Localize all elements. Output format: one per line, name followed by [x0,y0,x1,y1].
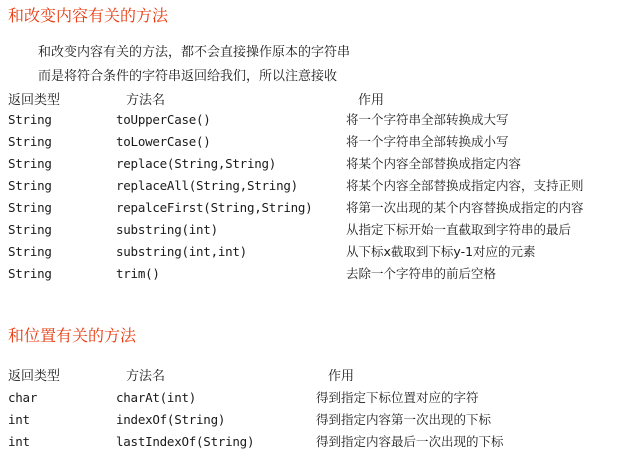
section-title-position-methods: 和位置有关的方法 [8,326,137,345]
header-purpose-2: 作用 [328,369,355,384]
description-cell: 将一个字符串全部转换成大写 [346,112,509,127]
description-cell: 将某个内容全部替换成指定内容 [346,156,522,171]
return-type-cell: String [8,178,52,193]
description-cell: 去除一个字符串的前后空格 [346,266,497,281]
method-name-cell: toLowerCase() [116,134,211,149]
method-name-cell: charAt(int) [116,390,197,405]
return-type-cell: String [8,134,52,149]
description-cell: 得到指定下标位置对应的字符 [316,390,479,405]
method-name-cell: toUpperCase() [116,112,211,127]
table-row [0,219,619,241]
return-type-cell: int [8,412,30,427]
method-name-cell: substring(int) [116,222,218,237]
return-type-cell: char [8,390,38,405]
table-row [0,263,619,285]
header-purpose: 作用 [358,93,385,108]
return-type-cell: String [8,156,52,171]
table-row [0,387,619,409]
method-name-cell: trim() [116,266,160,281]
table-row [0,197,619,219]
header-method-name: 方法名 [126,93,166,108]
table-row [0,153,619,175]
return-type-cell: String [8,112,52,127]
method-name-cell: replace(String,String) [116,156,277,171]
return-type-cell: String [8,222,52,237]
return-type-cell: int [8,434,30,449]
description-cell: 从下标x截取到下标y-1对应的元素 [346,244,536,259]
table-row [0,175,619,197]
return-type-cell: String [8,244,52,259]
method-name-cell: repalceFirst(String,String) [116,200,313,215]
description-cell: 将第一次出现的某个内容替换成指定的内容 [346,200,584,215]
section-title-modify-methods: 和改变内容有关的方法 [8,6,169,25]
method-name-cell: substring(int,int) [116,244,247,259]
method-name-cell: indexOf(String) [116,412,226,427]
method-name-cell: replaceAll(String,String) [116,178,298,193]
return-type-cell: String [8,200,52,215]
table-row [0,409,619,431]
description-cell: 将一个字符串全部转换成小写 [346,134,509,149]
return-type-cell: String [8,266,52,281]
description-cell: 将某个内容全部替换成指定内容，支持正则 [346,178,584,193]
table-row [0,109,619,131]
method-name-cell: lastIndexOf(String) [116,434,255,449]
description-cell: 得到指定内容第一次出现的下标 [316,412,492,427]
table-row [0,241,619,263]
header-return-type: 返回类型 [8,93,61,108]
description-cell: 得到指定内容最后一次出现的下标 [316,434,504,449]
intro-line-2: 而是将符合条件的字符串返回给我们，所以注意接收 [38,69,338,84]
table-row [0,131,619,153]
table-row [0,431,619,453]
description-cell: 从指定下标开始一直截取到字符串的最后 [346,222,572,237]
header-return-type-2: 返回类型 [8,369,61,384]
header-method-name-2: 方法名 [126,369,166,384]
intro-line-1: 和改变内容有关的方法，都不会直接操作原本的字符串 [38,45,351,60]
